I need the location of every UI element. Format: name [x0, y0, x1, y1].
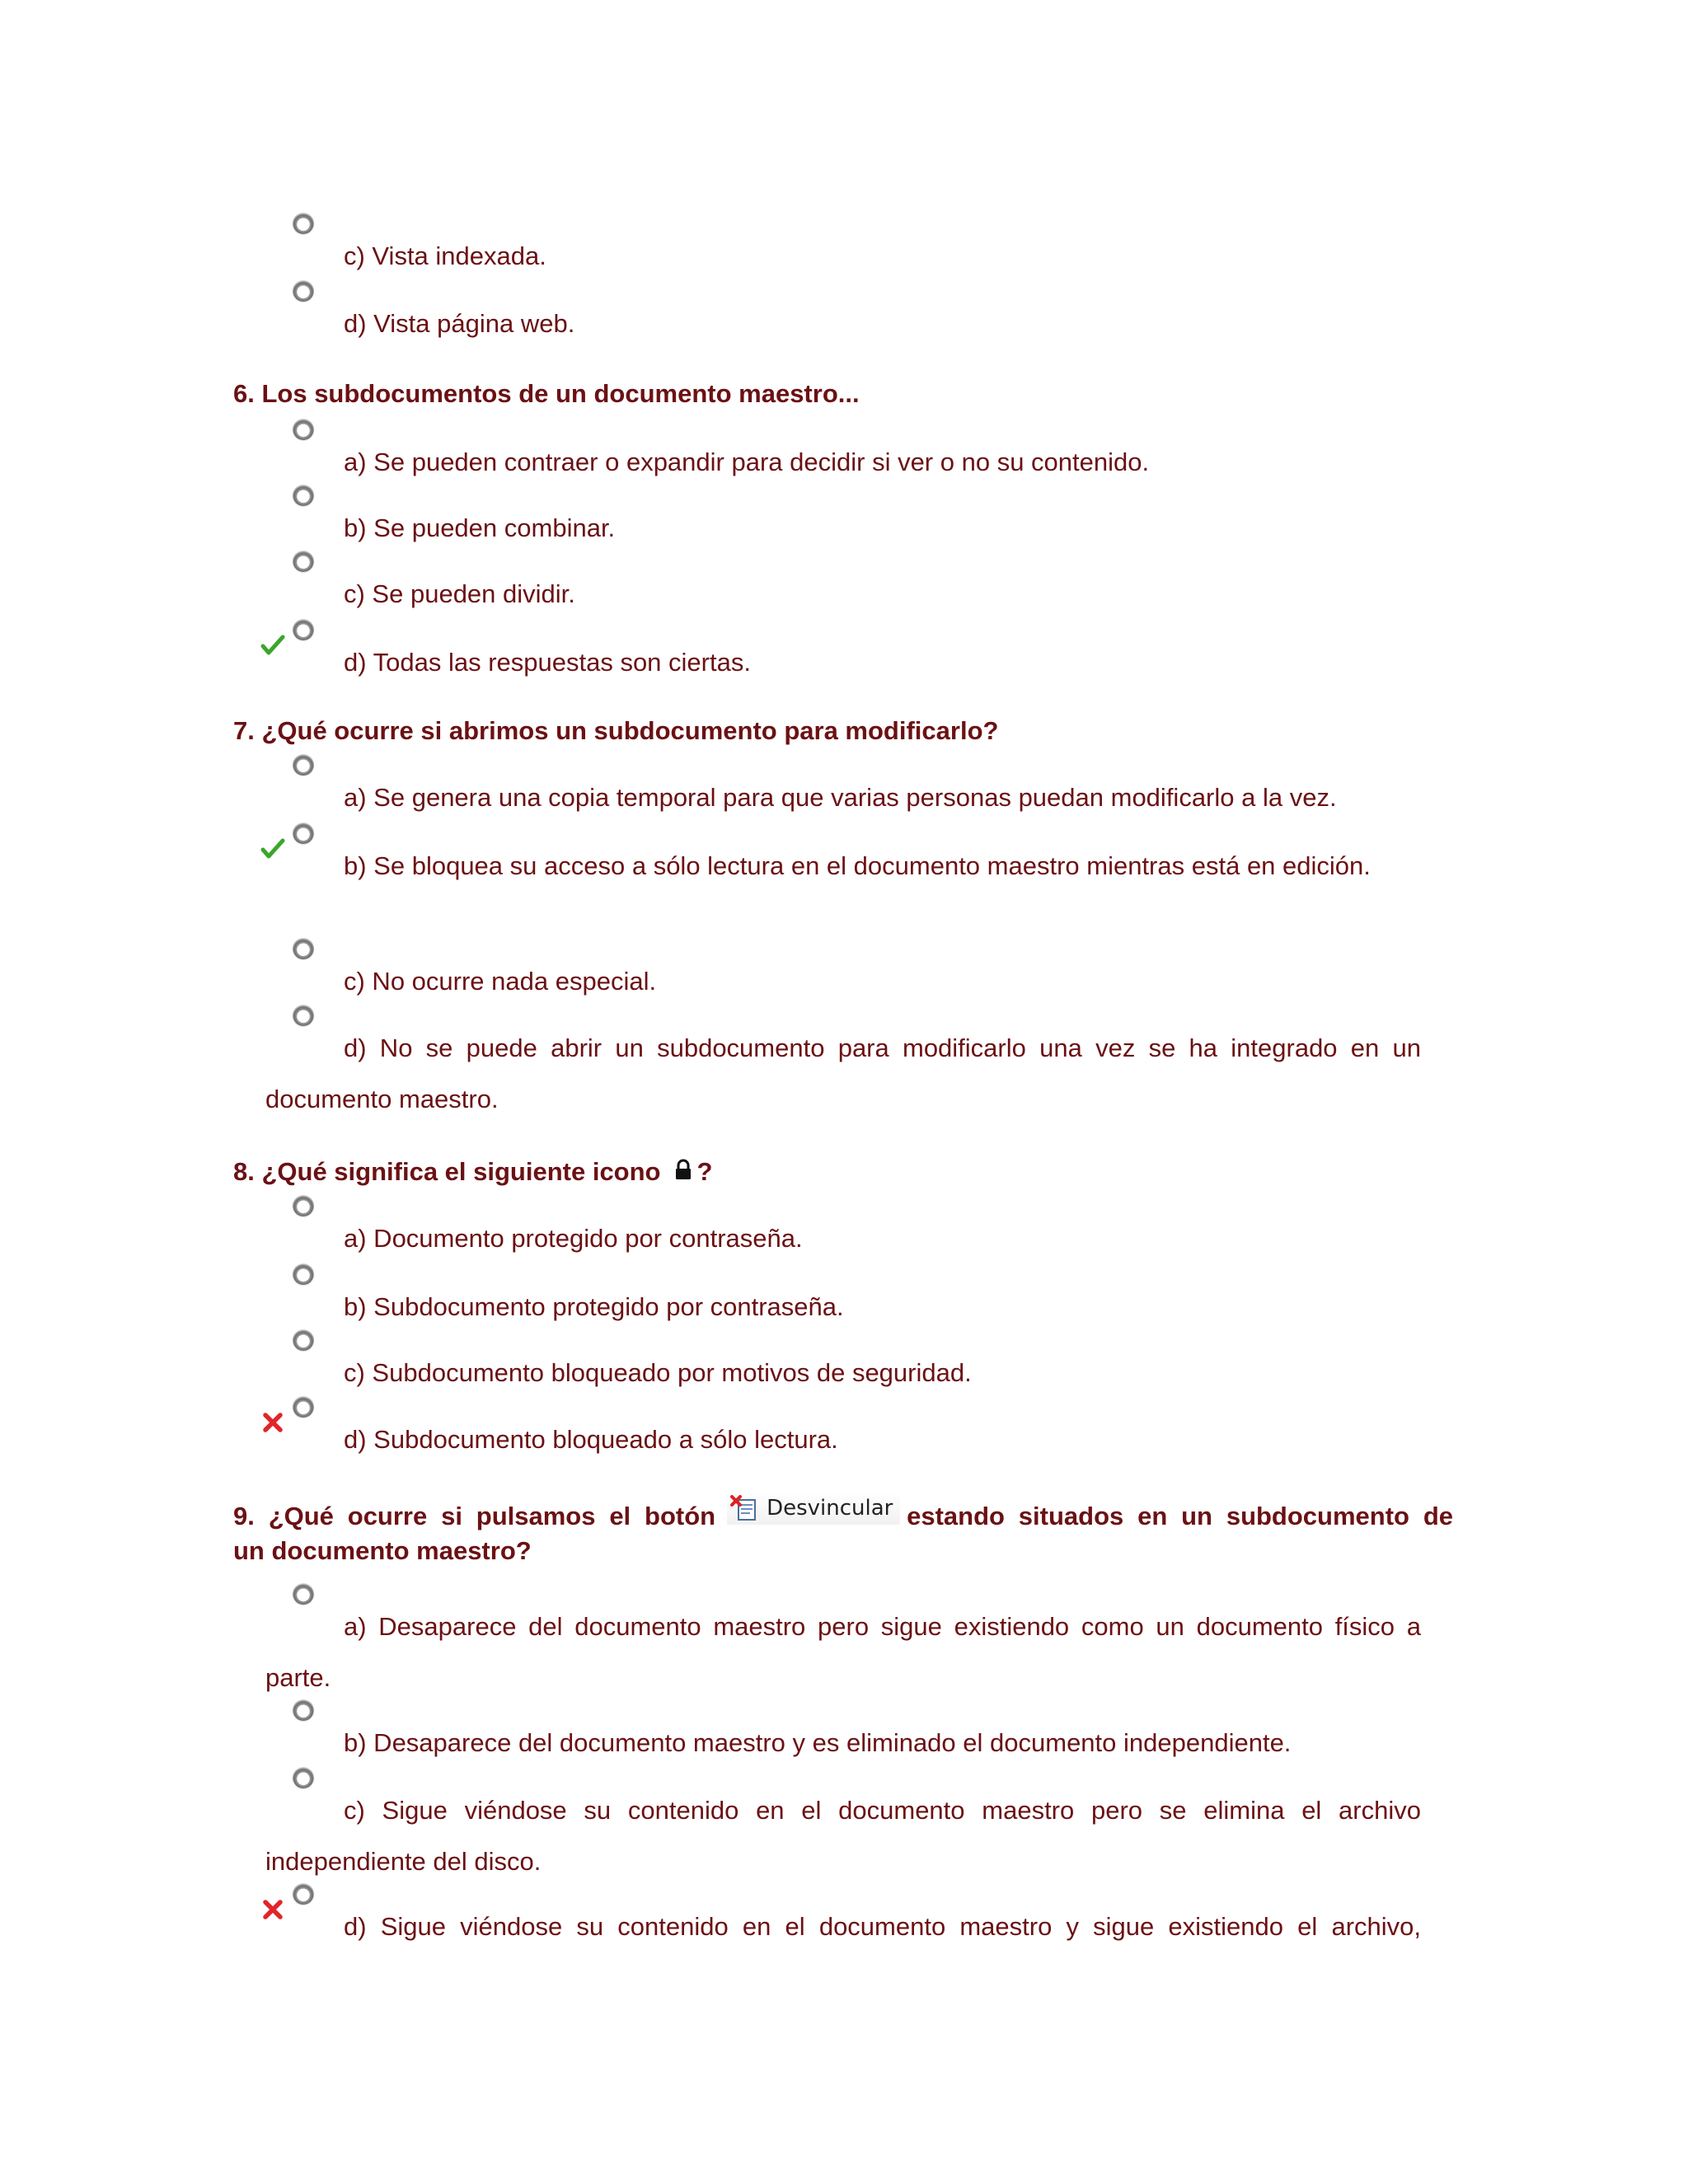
q9-option-d	[265, 1901, 1421, 1952]
option-text: d) Sigue viéndose su contenido en el documento maestro y sigue existiendo el archivo,	[344, 1912, 1421, 1941]
radio-button[interactable]	[293, 754, 314, 776]
radio-button[interactable]	[293, 419, 314, 440]
correct-check-icon	[260, 633, 285, 658]
question-9-line1	[233, 1495, 1454, 1535]
q7-option-d	[265, 1023, 1421, 1125]
question-7-title: 7. ¿Qué ocurre si abrimos un subdocumento para modificarlo?	[233, 716, 999, 745]
lock-icon	[674, 1159, 692, 1180]
question-9-title	[233, 1495, 1454, 1568]
desvincular-button	[727, 1492, 900, 1525]
unlink-document-icon	[729, 1493, 762, 1523]
option-text: b) Desaparece del documento maestro y es eliminado el documento independiente.	[344, 1728, 1292, 1757]
q8-option-d	[265, 1414, 1421, 1465]
option-text: d) Subdocumento bloqueado a sólo lectura.	[344, 1425, 838, 1454]
question-9-text-start: 9. ¿Qué ocurre si pulsamos el botón	[233, 1502, 716, 1530]
desvincular-label: Desvincular	[767, 1495, 893, 1521]
radio-button[interactable]	[293, 1883, 314, 1905]
q5-option-d	[265, 298, 1421, 349]
option-text: c) Subdocumento bloqueado por motivos de seguridad.	[344, 1358, 972, 1387]
question-8-title	[233, 1155, 712, 1188]
radio-button[interactable]	[293, 485, 314, 506]
q8-option-c	[265, 1347, 1421, 1399]
q9-option-c	[265, 1785, 1421, 1887]
radio-button[interactable]	[293, 619, 314, 640]
q7-option-b	[265, 841, 1421, 892]
q7-option-c	[265, 956, 1421, 1007]
option-text: a) Se pueden contraer o expandir para decidir si ver o no su contenido.	[344, 448, 1150, 476]
q8-option-b	[265, 1282, 1421, 1333]
q6-option-a	[265, 437, 1421, 488]
radio-button[interactable]	[293, 1767, 314, 1788]
q6-option-d	[265, 637, 1421, 688]
option-text: a) Documento protegido por contraseña.	[344, 1224, 803, 1253]
option-text: d) Vista página web.	[344, 309, 575, 338]
radio-button[interactable]	[293, 280, 314, 302]
question-9-line2: un documento maestro?	[233, 1535, 532, 1565]
q8-option-a	[265, 1213, 1421, 1264]
q6-option-b	[265, 503, 1421, 554]
radio-button[interactable]	[293, 1583, 314, 1605]
q5-option-c	[265, 231, 1421, 282]
radio-button[interactable]	[293, 1329, 314, 1351]
q6-option-c	[265, 569, 1421, 620]
option-text: d) Todas las respuestas son ciertas.	[344, 648, 751, 677]
radio-button[interactable]	[293, 213, 314, 234]
incorrect-cross-icon	[260, 1410, 285, 1435]
q7-option-a	[265, 772, 1421, 823]
option-text: d) No se puede abrir un subdocumento para modificarlo una vez se ha integrado en un documento maestro.	[265, 1033, 1421, 1113]
q9-option-b	[265, 1718, 1421, 1769]
radio-button[interactable]	[293, 1396, 314, 1418]
option-text: c) Sigue viéndose su contenido en el documento maestro pero se elimina el archivo independiente del disco.	[265, 1796, 1421, 1876]
question-9-text-end: estando situados en un subdocumento de	[907, 1502, 1454, 1530]
q9-option-a	[265, 1601, 1421, 1704]
radio-button[interactable]	[293, 1195, 314, 1216]
correct-check-icon	[260, 837, 285, 861]
radio-button[interactable]	[293, 938, 314, 959]
option-text: a) Se genera una copia temporal para que varias personas puedan modificarlo a la vez.	[344, 783, 1337, 812]
option-text: b) Se pueden combinar.	[344, 513, 616, 542]
radio-button[interactable]	[293, 551, 314, 572]
question-6-title: 6. Los subdocumentos de un documento maestro...	[233, 379, 860, 408]
option-text: c) Vista indexada.	[344, 241, 546, 270]
question-8-text: 8. ¿Qué significa el siguiente icono	[233, 1157, 661, 1186]
radio-button[interactable]	[293, 1699, 314, 1721]
option-text: c) Se pueden dividir.	[344, 579, 575, 608]
incorrect-cross-icon	[260, 1897, 285, 1922]
radio-button[interactable]	[293, 1263, 314, 1285]
question-8-mark: ?	[696, 1157, 713, 1186]
option-text: b) Se bloquea su acceso a sólo lectura en el documento maestro mientras está en edición.	[344, 851, 1371, 880]
option-text: b) Subdocumento protegido por contraseña.	[344, 1292, 844, 1321]
radio-button[interactable]	[293, 823, 314, 844]
option-text: c) No ocurre nada especial.	[344, 967, 657, 996]
radio-button[interactable]	[293, 1005, 314, 1026]
option-text: a) Desaparece del documento maestro pero sigue existiendo como un documento físico a parte.	[265, 1612, 1421, 1692]
